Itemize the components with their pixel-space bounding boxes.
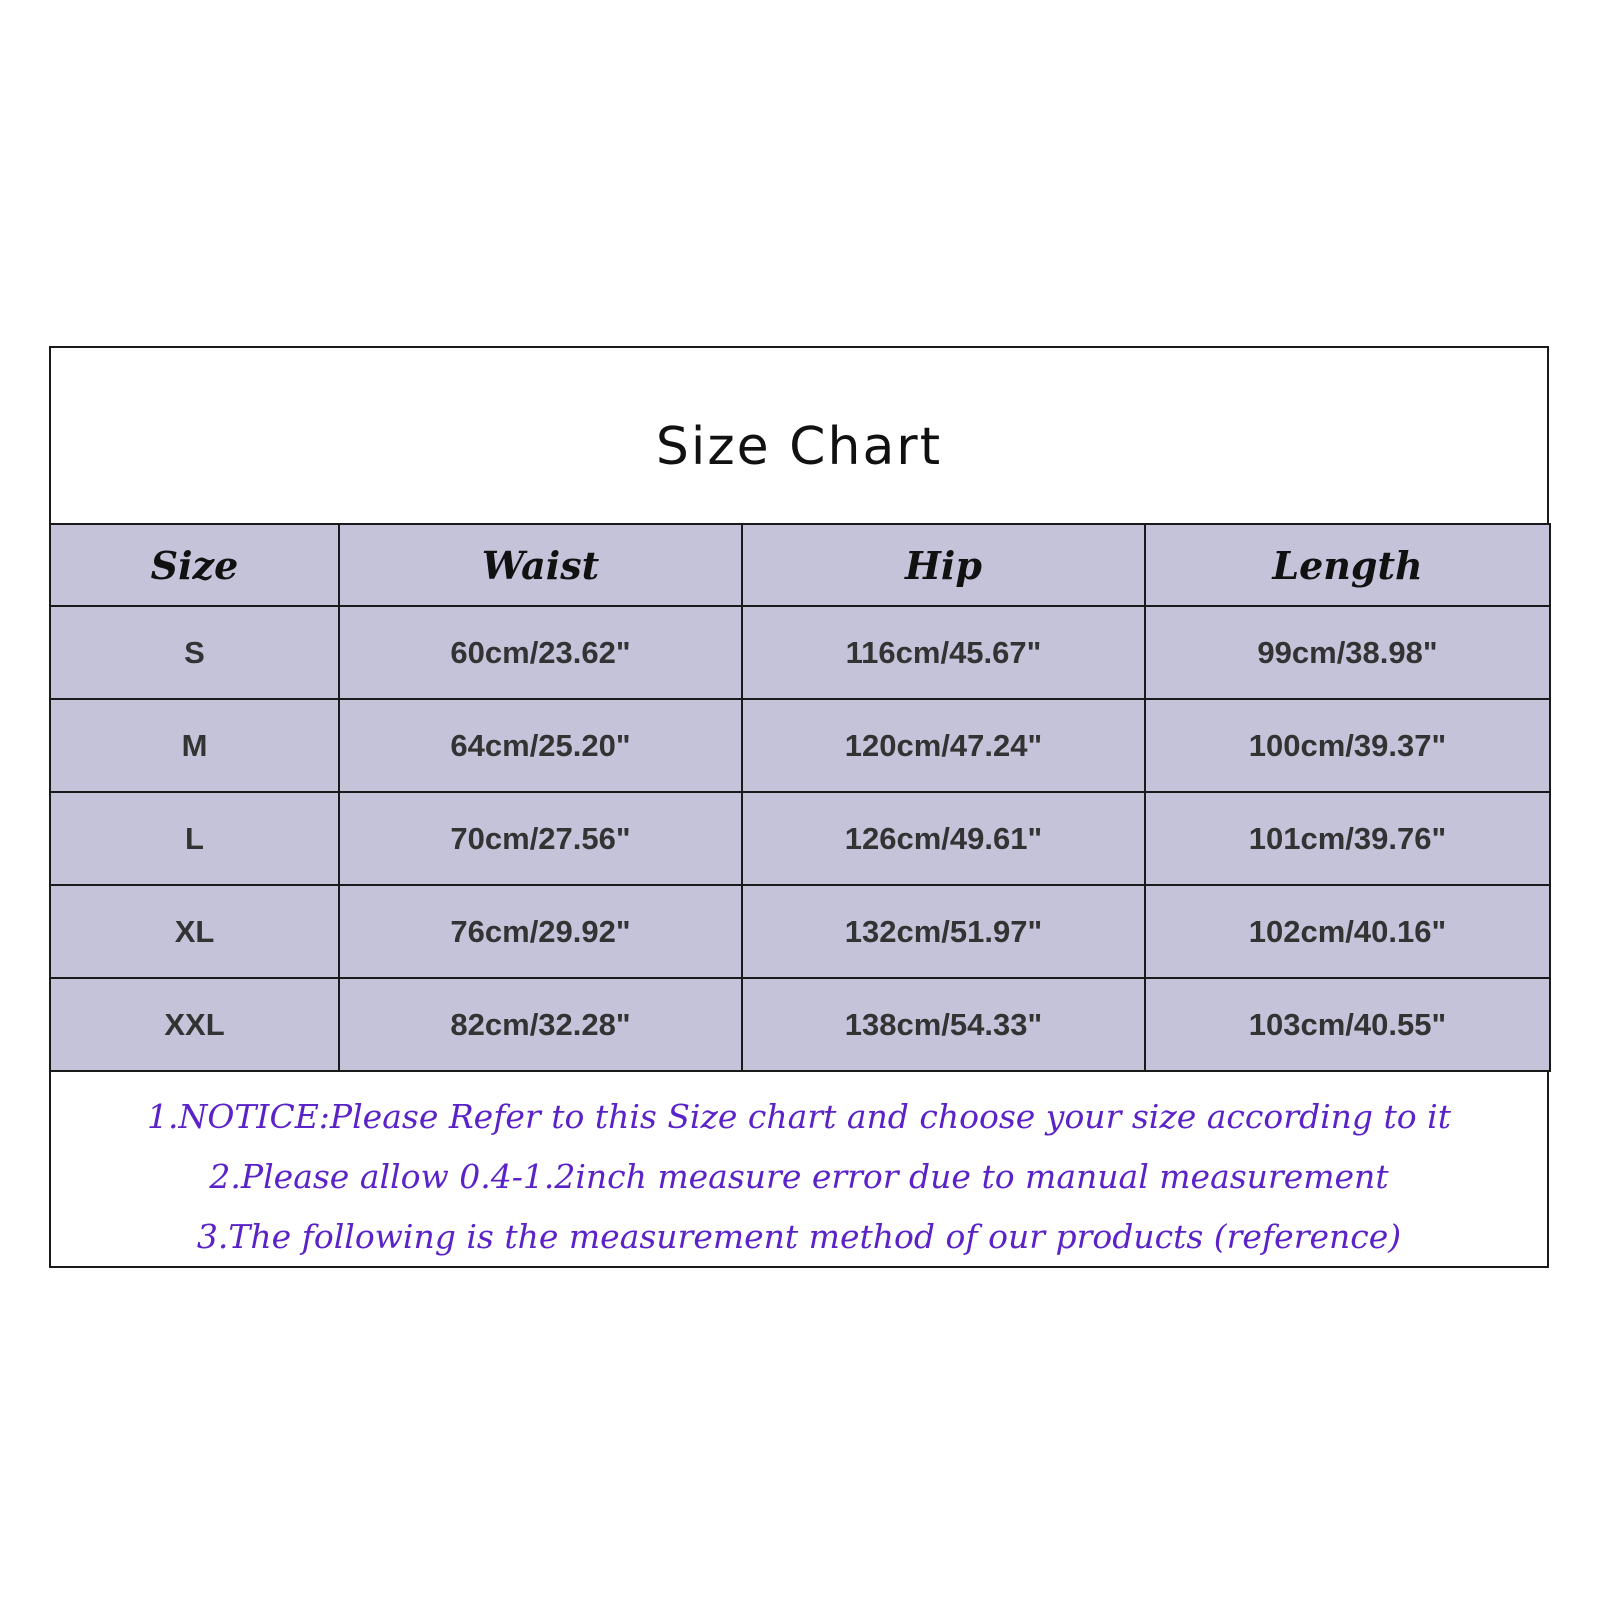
cell-length: 101cm/39.76" [1145,792,1550,885]
cell-waist: 76cm/29.92" [339,885,742,978]
table-header-row [50,524,1550,606]
cell-hip: 132cm/51.97" [742,885,1145,978]
cell-hip: 116cm/45.67" [742,606,1145,699]
table-row [50,606,1550,699]
cell-size: XXL [50,978,339,1071]
cell-size: XL [50,885,339,978]
cell-length: 102cm/40.16" [1145,885,1550,978]
cell-length: 100cm/39.37" [1145,699,1550,792]
note-line-2: 2.Please allow 0.4-1.2inch measure error due to manual measurement [209,1156,1389,1196]
title-area [51,348,1547,525]
notes-section [51,1085,1547,1268]
page-title: Size Chart [655,416,943,477]
column-header-length: Length [1145,524,1550,606]
note-line-3: 3.The following is the measurement method of our products (reference) [196,1216,1402,1256]
table-row [50,978,1550,1071]
column-header-waist: Waist [339,524,742,606]
note-line-1: 1.NOTICE:Please Refer to this Size chart and choose your size according to it [147,1096,1451,1136]
cell-hip: 138cm/54.33" [742,978,1145,1071]
cell-waist: 70cm/27.56" [339,792,742,885]
table-row [50,699,1550,792]
cell-waist: 82cm/32.28" [339,978,742,1071]
table-row [50,885,1550,978]
column-header-size: Size [50,524,339,606]
cell-length: 99cm/38.98" [1145,606,1550,699]
cell-length: 103cm/40.55" [1145,978,1550,1071]
cell-size: S [50,606,339,699]
cell-size: L [50,792,339,885]
cell-waist: 64cm/25.20" [339,699,742,792]
size-chart [49,346,1549,1268]
cell-hip: 120cm/47.24" [742,699,1145,792]
cell-hip: 126cm/49.61" [742,792,1145,885]
cell-waist: 60cm/23.62" [339,606,742,699]
table-row [50,792,1550,885]
column-header-hip: Hip [742,524,1145,606]
size-table [49,523,1551,1072]
cell-size: M [50,699,339,792]
